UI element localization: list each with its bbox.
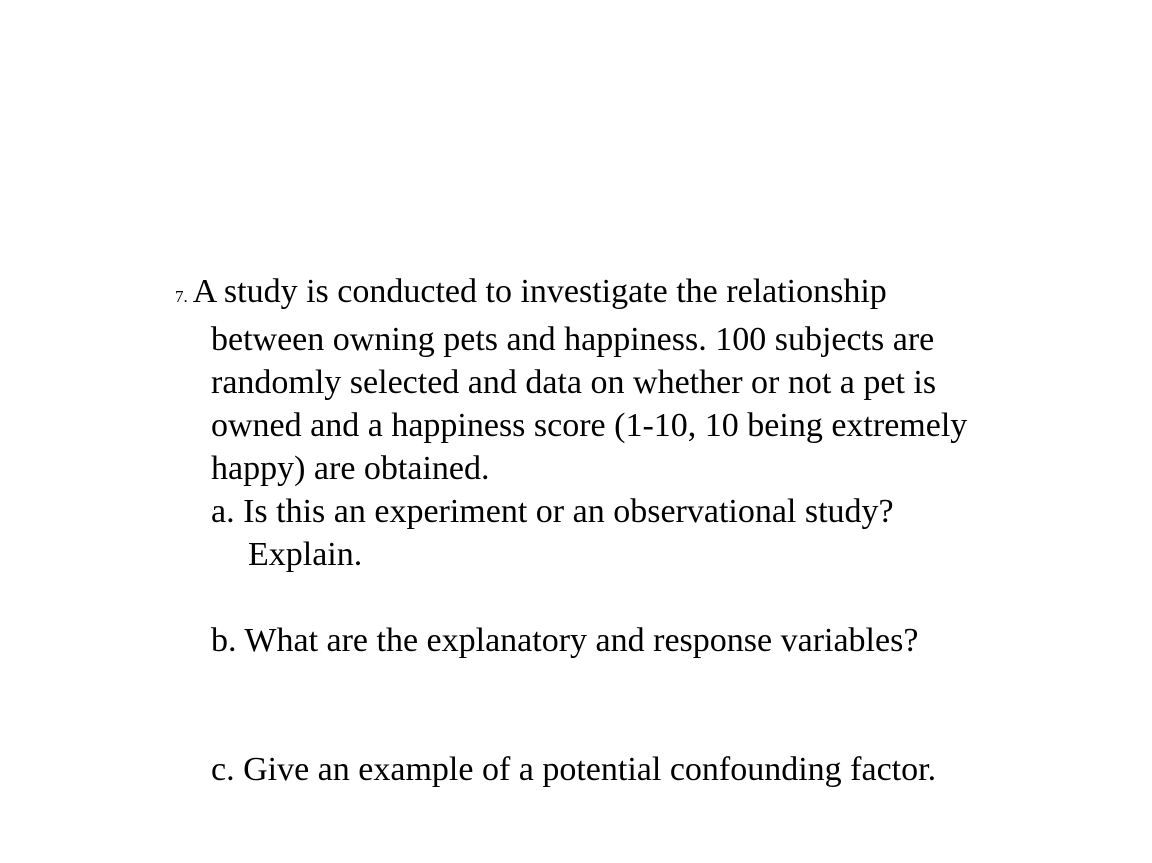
question-stem-text-1: A study is conducted to investigate the relationship bbox=[192, 273, 887, 310]
part-a-line-2: Explain. bbox=[248, 536, 363, 573]
question-stem-line-4: owned and a happiness score (1-10, 10 being extremely bbox=[211, 407, 968, 444]
question-stem-line-3: randomly selected and data on whether or not a pet is bbox=[211, 364, 937, 401]
question-block bbox=[175, 270, 1075, 791]
question-stem-line-2: between owning pets and happiness. 100 subjects are bbox=[211, 321, 935, 358]
question-stem-line-1 bbox=[175, 270, 1075, 318]
part-c: c. Give an example of a potential confounding factor. bbox=[211, 751, 937, 788]
question-stem-line-5: happy) are obtained. bbox=[211, 450, 490, 487]
part-a-line-1: a. Is this an experiment or an observational study? bbox=[211, 493, 894, 530]
question-number: 7. bbox=[175, 287, 188, 306]
part-b: b. What are the explanatory and response variables? bbox=[211, 622, 919, 659]
